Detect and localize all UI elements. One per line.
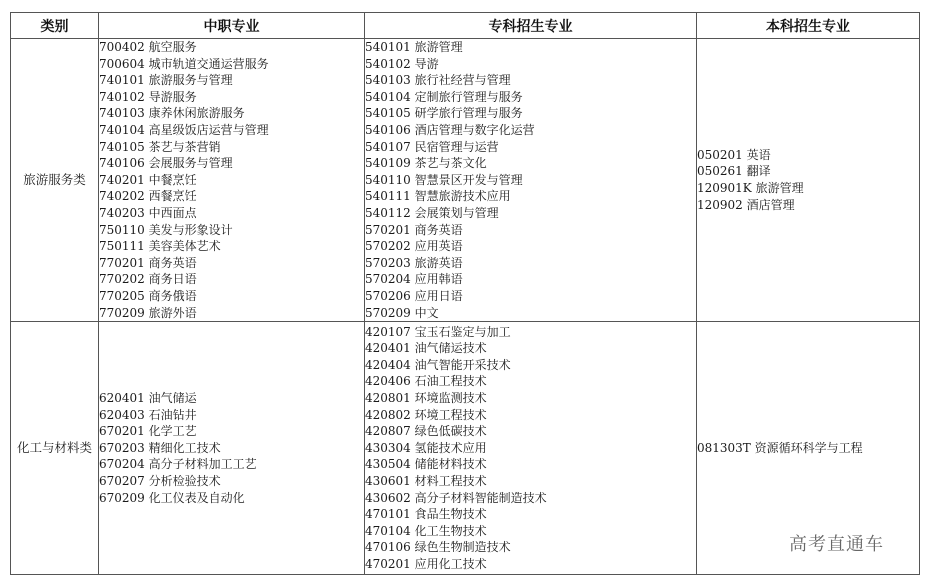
major-entry: 570204 应用韩语 [365,272,463,287]
undergrad-majors-cell [697,39,920,322]
major-entry: 470101 食品生物技术 [365,507,487,522]
major-entry: 770209 旅游外语 [99,305,197,320]
major-entry: 050201 英语 [697,147,771,162]
major-entry: 540106 酒店管理与数字化运营 [365,122,535,137]
major-entry: 540101 旅游管理 [365,40,463,54]
major-entry: 700402 航空服务 [99,40,197,54]
major-entry: 740104 高星级饭店运营与管理 [99,122,269,137]
table-row [11,39,920,322]
major-entry: 740102 导游服务 [99,89,197,104]
major-entry: 540102 导游 [365,56,439,71]
vocational-majors-cell [365,322,697,575]
major-entry: 740101 旅游服务与管理 [99,73,233,88]
major-entry: 470104 化工生物技术 [365,523,487,538]
major-entry: 740202 西餐烹饪 [99,189,197,204]
major-entry: 570203 旅游英语 [365,255,463,270]
major-entry: 770205 商务俄语 [99,288,197,303]
major-entry: 540111 智慧旅游技术应用 [365,189,511,204]
major-entry: 430304 氢能技术应用 [365,440,487,455]
major-entry: 670203 精细化工技术 [99,440,221,455]
header-secondary-majors: 中职专业 [99,13,365,39]
watermark: 高考直通车 [789,534,884,555]
major-entry: 620401 油气储运 [99,391,197,406]
major-entry: 750110 美发与形象设计 [99,222,233,237]
major-entry: 420802 环境工程技术 [365,407,487,422]
major-entry: 750111 美容美体艺术 [99,239,221,254]
secondary-majors-cell [99,322,365,575]
major-entry: 700604 城市轨道交通运营服务 [99,56,269,71]
major-entry: 570201 商务英语 [365,222,463,237]
major-entry: 670207 分析检验技术 [99,473,221,488]
major-entry: 420801 环境监测技术 [365,391,487,406]
major-entry: 430602 高分子材料智能制造技术 [365,490,547,505]
secondary-majors-cell [99,39,365,322]
header-undergrad-majors: 本科招生专业 [697,13,920,39]
major-entry: 420401 油气储运技术 [365,341,487,356]
header-row [11,13,920,39]
major-entry: 420404 油气智能开采技术 [365,357,511,372]
major-entry: 540104 定制旅行管理与服务 [365,89,523,104]
category-cell: 旅游服务类 [11,39,99,322]
major-entry: 420107 宝玉石鉴定与加工 [365,324,511,339]
major-entry: 420406 石油工程技术 [365,374,487,389]
major-entry: 540107 民宿管理与运营 [365,139,499,154]
table-row [11,322,920,575]
major-entry: 570209 中文 [365,305,439,320]
major-entry: 470201 应用化工技术 [365,556,487,571]
header-category: 类别 [11,13,99,39]
major-entry: 540103 旅行社经营与管理 [365,73,511,88]
major-entry: 570206 应用日语 [365,288,463,303]
major-entry: 670204 高分子材料加工工艺 [99,457,257,472]
header-vocational-majors: 专科招生专业 [365,13,697,39]
major-entry: 570202 应用英语 [365,239,463,254]
majors-table [10,12,920,575]
category-cell: 化工与材料类 [11,322,99,575]
vocational-majors-cell [365,39,697,322]
major-entry: 430504 储能材料技术 [365,457,487,472]
major-entry: 740105 茶艺与茶营销 [99,139,221,154]
major-entry: 120902 酒店管理 [697,197,795,212]
major-entry: 770201 商务英语 [99,255,197,270]
major-entry: 670209 化工仪表及自动化 [99,490,245,505]
major-entry: 620403 石油钻井 [99,407,197,422]
major-entry: 430601 材料工程技术 [365,473,487,488]
major-entry: 740203 中西面点 [99,205,197,220]
major-entry: 420807 绿色低碳技术 [365,424,487,439]
major-entry: 120901K 旅游管理 [697,181,804,196]
major-entry: 470106 绿色生物制造技术 [365,540,511,555]
major-entry: 081303T 资源循环科学与工程 [697,440,863,455]
major-entry: 740106 会展服务与管理 [99,156,233,171]
major-entry: 740103 康养休闲旅游服务 [99,106,245,121]
major-entry: 670201 化学工艺 [99,424,197,439]
major-entry: 770202 商务日语 [99,272,197,287]
major-entry: 540109 茶艺与茶文化 [365,156,487,171]
major-entry: 540110 智慧景区开发与管理 [365,172,523,187]
major-entry: 740201 中餐烹饪 [99,172,197,187]
major-entry: 540112 会展策划与管理 [365,205,499,220]
major-entry: 050261 翻译 [697,164,771,179]
major-entry: 540105 研学旅行管理与服务 [365,106,523,121]
